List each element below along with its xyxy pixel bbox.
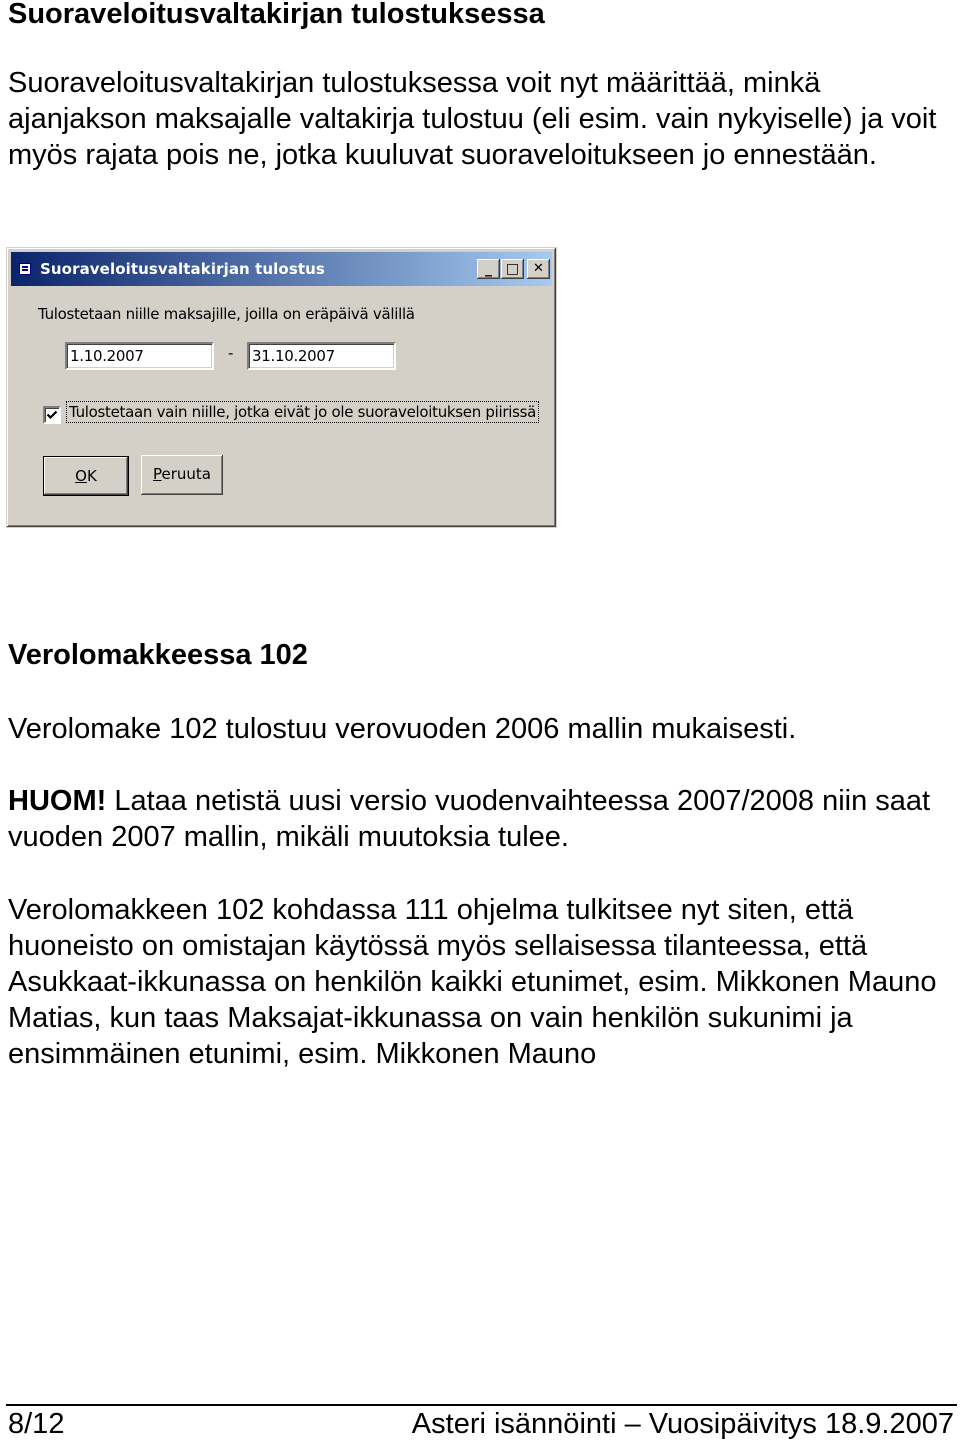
window-app-icon xyxy=(19,263,31,275)
cancel-button[interactable] xyxy=(141,455,223,495)
cancel-accelerator: P xyxy=(153,465,162,483)
footer-page-number: 8/12 xyxy=(8,1408,65,1440)
ok-button[interactable] xyxy=(43,456,129,496)
ownership-paragraph: Verolomakkeen 102 kohdassa 111 ohjelma tulkitsee nyt siten, että huoneisto on omistajan käytössä myös sellaisessa tilanteessa, että Asukkaat-ikkunassa on henkilön kaikki etunimet, esim. Mikkonen Mauno Matias, kun taas Maksajat-ikkunassa on vain henkilön sukunimi ja ensimmäinen etunimi, esim. Mikkonen Mauno xyxy=(8,894,937,1070)
checkmark-icon xyxy=(46,409,58,421)
exclude-existing-checkbox[interactable] xyxy=(43,406,61,424)
exclude-existing-label[interactable]: Tulostetaan vain niille, jotka eivät jo ole suoraveloituksen piirissä xyxy=(69,403,537,421)
date-separator: - xyxy=(228,344,234,362)
form-102-paragraph: Verolomake 102 tulostuu verovuoden 2006 mallin mukaisesti. xyxy=(8,713,797,745)
intro-paragraph: Suoraveloitusvaltakirjan tulostuksessa voit nyt määrittää, minkä ajanjakson maksajalle valtakirja tulostuu (eli esim. vain nykyiselle) ja voit myös rajata pois ne, jotka kuuluvat suoraveloitukseen jo ennestään. xyxy=(8,67,937,171)
cancel-label-rest: eruuta xyxy=(161,465,211,483)
close-button[interactable]: ✕ xyxy=(527,259,550,279)
section-heading-direct-debit: Suoraveloitusvaltakirjan tulostuksessa xyxy=(8,0,545,30)
print-dialog-screenshot xyxy=(6,247,557,528)
ok-label-rest: K xyxy=(86,467,97,485)
note-paragraph xyxy=(8,783,953,855)
dialog-title: Suoraveloitusvaltakirjan tulostus xyxy=(40,260,325,278)
date-from-input[interactable]: 1.10.2007 xyxy=(65,342,214,370)
section-heading-form-102: Verolomakkeessa 102 xyxy=(8,639,308,671)
minimize-button[interactable]: _ xyxy=(477,259,500,279)
dialog-titlebar xyxy=(11,252,552,286)
note-text: Lataa netistä uusi versio vuodenvaihteessa 2007/2008 niin saat vuoden 2007 mallin, mikäli muutoksia tulee. xyxy=(8,785,931,853)
maximize-button[interactable]: □ xyxy=(501,259,524,279)
note-label: HUOM! xyxy=(8,785,107,817)
date-range-prompt: Tulostetaan niille maksajille, joilla on eräpäivä välillä xyxy=(38,305,415,323)
date-to-input[interactable]: 31.10.2007 xyxy=(247,342,396,370)
ok-accelerator: O xyxy=(75,467,87,485)
footer-document-title: Asteri isännöinti – Vuosipäivitys 18.9.2007 xyxy=(411,1408,954,1440)
